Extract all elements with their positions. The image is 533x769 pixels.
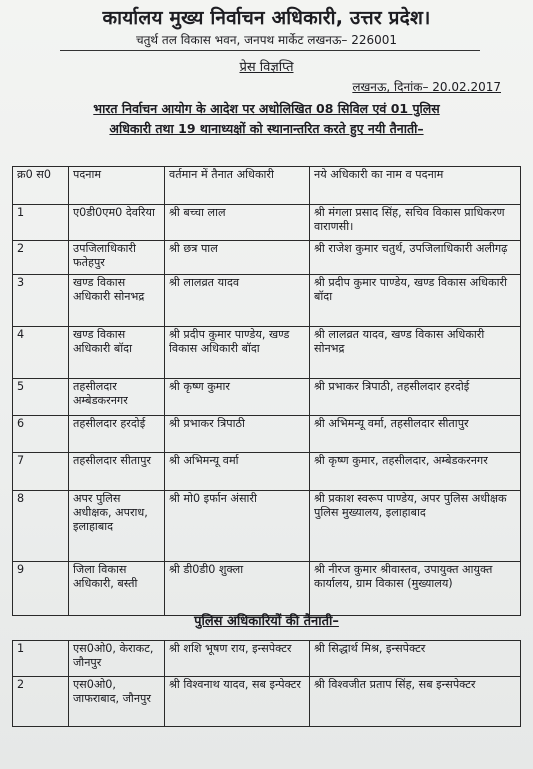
header-post: पदनाम xyxy=(69,167,165,205)
cell-sno: 5 xyxy=(13,379,69,416)
cell-post: उपजिलाधिकारी फतेहपुर xyxy=(69,241,165,275)
cell-current-officer: श्री छत्र पाल xyxy=(165,241,310,275)
cell-new-officer: श्री राजेश कुमार चतुर्थ, उपजिलाधिकारी अलीगढ़ xyxy=(310,241,521,275)
table-row xyxy=(13,379,521,416)
cell-sno: 7 xyxy=(13,453,69,491)
police-transfer-table xyxy=(12,640,521,727)
cell-sno: 8 xyxy=(13,491,69,562)
table-row xyxy=(13,416,521,453)
cell-new-officer: श्री विश्वजीत प्रताप सिंह, सब इन्सपेक्टर xyxy=(310,677,521,727)
cell-current-officer: श्री प्रदीप कुमार पाण्डेय, खण्ड विकास अधिकारी बॉदा xyxy=(165,327,310,379)
cell-new-officer: श्री नीरज कुमार श्रीवास्तव, उपायुक्त आयुक्त कार्यालय, ग्राम विकास (मुख्यालय) xyxy=(310,562,521,616)
cell-current-officer: श्री विश्वनाथ यादव, सब इन्पेक्टर xyxy=(165,677,310,727)
cell-sno: 9 xyxy=(13,562,69,616)
header-new-officer: नये अधिकारी का नाम व पदनाम xyxy=(310,167,521,205)
table-row xyxy=(13,562,521,616)
table-row xyxy=(13,275,521,327)
cell-post: एस0ओ0, केराकट, जौनपुर xyxy=(69,641,165,677)
press-release-title: प्रेस विज्ञप्ति xyxy=(239,60,294,75)
police-section-heading xyxy=(0,611,533,629)
cell-post: एस0ओ0, जाफराबाद, जौनपुर xyxy=(69,677,165,727)
cell-post: खण्ड विकास अधिकारी सोनभद्र xyxy=(69,275,165,327)
cell-post: तहसीलदार अम्बेडकरनगर xyxy=(69,379,165,416)
table-row xyxy=(13,327,521,379)
cell-post: जिला विकास अधिकारी, बस्ती xyxy=(69,562,165,616)
cell-current-officer: श्री प्रभाकर त्रिपाठी xyxy=(165,416,310,453)
cell-new-officer: श्री प्रभाकर त्रिपाठी, तहसीलदार हरदोई xyxy=(310,379,521,416)
cell-sno: 3 xyxy=(13,275,69,327)
cell-current-officer: श्री डी0डी0 शुक्ला xyxy=(165,562,310,616)
police-heading-text: पुलिस अधिकारियों की तैनाती– xyxy=(194,614,339,629)
cell-current-officer: श्री अभिमन्यू वर्मा xyxy=(165,453,310,491)
cell-new-officer: श्री लालव्रत यादव, खण्ड विकास अधिकारी सोनभद्र xyxy=(310,327,521,379)
intro-line-2: अधिकारी तथा 19 थानाध्यक्षों को स्थानान्तरित करते हुए नयी तैनाती– xyxy=(109,121,424,136)
cell-current-officer: श्री लालव्रत यादव xyxy=(165,275,310,327)
cell-current-officer: श्री मो0 इर्फान अंसारी xyxy=(165,491,310,562)
cell-new-officer: श्री मंगला प्रसाद सिंह, सचिव विकास प्राधिकरण वाराणसी। xyxy=(310,205,521,241)
cell-post: ए0डी0एम0 देवरिया xyxy=(69,205,165,241)
intro-line-1: भारत निर्वाचन आयोग के आदेश पर अधोलिखित 08 सिविल एवं 01 पुलिस xyxy=(93,101,440,116)
cell-new-officer: श्री अभिमन्यू वर्मा, तहसीलदार सीतापुर xyxy=(310,416,521,453)
cell-new-officer: श्री कृष्ण कुमार, तहसीलदार, अम्बेडकरनगर xyxy=(310,453,521,491)
table-row xyxy=(13,453,521,491)
table-header-row xyxy=(13,167,521,205)
press-release-date: लखनऊ, दिनांक– 20.02.2017 xyxy=(352,80,501,94)
header-sno: क्र0 स0 xyxy=(13,167,69,205)
cell-new-officer: श्री प्रदीप कुमार पाण्डेय, खण्ड विकास अधिकारी बॉदा xyxy=(310,275,521,327)
table-row xyxy=(13,205,521,241)
cell-current-officer: श्री शशि भूषण राय, इन्सपेक्टर xyxy=(165,641,310,677)
cell-sno: 1 xyxy=(13,205,69,241)
table-row xyxy=(13,641,521,677)
cell-sno: 6 xyxy=(13,416,69,453)
cell-new-officer: श्री प्रकाश स्वरूप पाण्डेय, अपर पुलिस अधीक्षक पुलिस मुख्यालय, इलाहाबाद xyxy=(310,491,521,562)
office-address: चतुर्थ तल विकास भवन, जनपथ मार्केट लखनऊ– 226001 xyxy=(135,33,398,47)
cell-new-officer: श्री सिद्धार्थ मिश्र, इन्सपेक्टर xyxy=(310,641,521,677)
cell-sno: 2 xyxy=(13,241,69,275)
table-row xyxy=(13,241,521,275)
cell-post: तहसीलदार सीतापुर xyxy=(69,453,165,491)
cell-post: तहसीलदार हरदोई xyxy=(69,416,165,453)
table-row xyxy=(13,491,521,562)
header-divider xyxy=(60,50,480,51)
header-current-officer: वर्तमान में तैनात अधिकारी xyxy=(165,167,310,205)
cell-post: खण्ड विकास अधिकारी बॉदा xyxy=(69,327,165,379)
cell-sno: 4 xyxy=(13,327,69,379)
office-title: कार्यालय मुख्य निर्वाचन अधिकारी, उत्तर प्रदेश। xyxy=(102,7,431,29)
table-row xyxy=(13,677,521,727)
cell-sno: 2 xyxy=(13,677,69,727)
civil-transfer-table xyxy=(12,166,521,616)
cell-sno: 1 xyxy=(13,641,69,677)
cell-current-officer: श्री कृष्ण कुमार xyxy=(165,379,310,416)
intro-text xyxy=(14,99,519,139)
cell-post: अपर पुलिस अधीक्षक, अपराध, इलाहाबाद xyxy=(69,491,165,562)
cell-current-officer: श्री बच्चा लाल xyxy=(165,205,310,241)
